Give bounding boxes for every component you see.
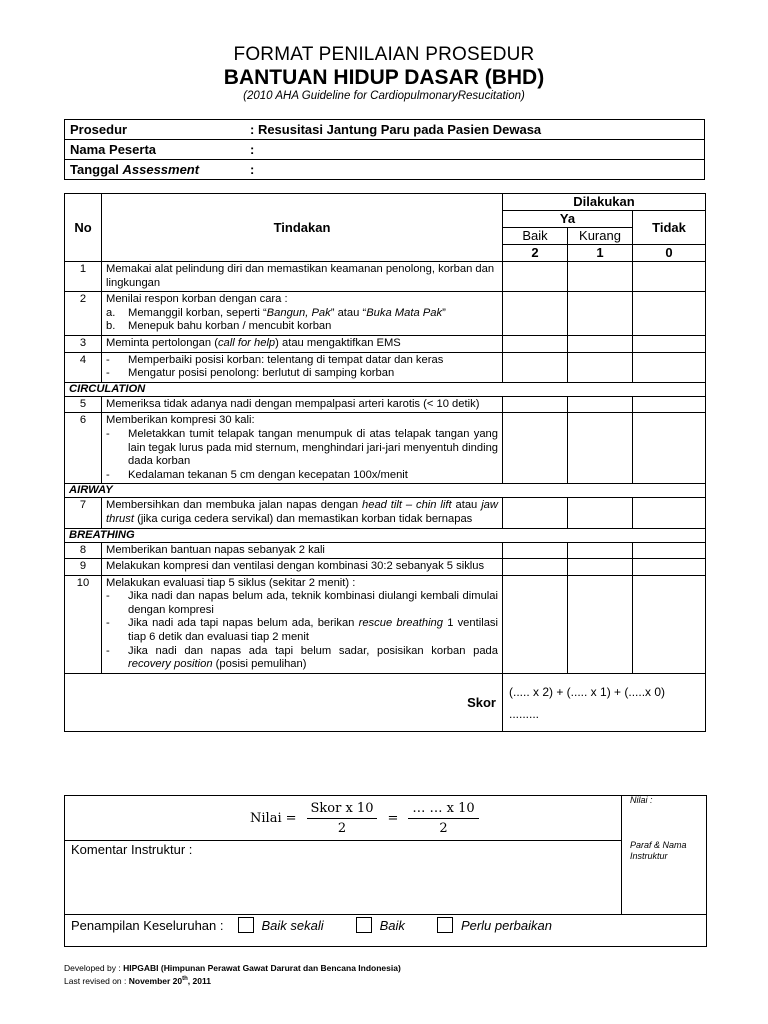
- skor-label: Skor: [65, 673, 503, 731]
- score-cell-tidak[interactable]: [633, 559, 706, 576]
- list-item: Mengatur posisi penolong: berlutut di samping korban: [128, 367, 395, 380]
- row-action: [102, 352, 503, 382]
- info-row-tanggal: [65, 160, 705, 180]
- col-header-tidak: Tidak: [633, 211, 706, 245]
- list-marker: a.: [106, 306, 116, 319]
- row-action: Melakukan kompresi dan ventilasi dengan kombinasi 30:2 sebanyak 5 siklus: [102, 559, 503, 576]
- info-table: [64, 119, 705, 180]
- score-cell-kurang[interactable]: [568, 396, 633, 413]
- score-cell-kurang[interactable]: [568, 498, 633, 528]
- list-item: [128, 617, 498, 644]
- nilai-formula: [250, 799, 485, 837]
- footer: [64, 963, 401, 987]
- list-marker: -: [106, 617, 110, 630]
- table-row: [65, 498, 706, 528]
- col-header-tindakan: Tindakan: [102, 194, 503, 262]
- table-row: [65, 352, 706, 382]
- score-cell-baik[interactable]: [503, 292, 568, 336]
- score-cell-tidak[interactable]: [633, 575, 706, 673]
- row-action: Memeriksa tidak adanya nadi dengan mempalpasi arteri karotis (< 10 detik): [102, 396, 503, 413]
- row-number: 3: [65, 335, 102, 352]
- section-row: [65, 382, 706, 396]
- divider: [65, 840, 621, 841]
- text: 1 ventilasi tiap 6 detik dan evaluasi tiap 2 menit: [128, 617, 499, 644]
- page-subtitle: (2010 AHA Guideline for CardiopulmonaryResucitation): [243, 90, 525, 102]
- section-heading-airway: AIRWAY: [65, 484, 706, 498]
- score-cell-kurang[interactable]: [568, 335, 633, 352]
- row-action: [102, 575, 503, 673]
- info-value[interactable]: :: [245, 140, 705, 160]
- info-row-prosedur: [65, 120, 705, 140]
- fraction: [408, 801, 478, 836]
- row-number: 6: [65, 413, 102, 484]
- page-heading: BANTUAN HIDUP DASAR (BHD): [223, 66, 545, 89]
- row-number: 2: [65, 292, 102, 336]
- footer-label: Developed by :: [64, 963, 124, 973]
- row-number: 7: [65, 498, 102, 528]
- paraf-label: Paraf & Nama Instruktur: [630, 840, 687, 861]
- col-header-baik: Baik: [503, 228, 568, 245]
- info-value: : Resusitasi Jantung Paru pada Pasien Dewasa: [245, 120, 705, 140]
- row-action: [102, 413, 503, 484]
- italic-text: call for help: [217, 336, 276, 349]
- info-label: [65, 160, 246, 180]
- equals-sign: =: [285, 810, 297, 826]
- score-row: [65, 673, 706, 731]
- text: th: [182, 976, 188, 982]
- list-marker: -: [106, 468, 110, 481]
- score-cell-baik[interactable]: [503, 396, 568, 413]
- score-cell-tidak[interactable]: [633, 352, 706, 382]
- row-action-intro: Melakukan evaluasi tiap 5 siklus (sekitar 2 menit) :: [106, 576, 356, 589]
- list-item: Kedalaman tekanan 5 cm dengan kecepatan 100x/menit: [128, 468, 408, 481]
- nilai-label: Nilai: [250, 810, 282, 826]
- evaluation-box: [64, 795, 707, 947]
- text: (jika curiga cedera servikal) dan memastikan korban tidak bernapas: [133, 512, 473, 525]
- text: Memanggil korban, seperti “: [128, 306, 267, 319]
- score-cell-tidak[interactable]: [633, 498, 706, 528]
- score-cell-baik[interactable]: [503, 262, 568, 292]
- option-label: Baik sekali: [261, 917, 324, 933]
- score-cell-baik[interactable]: [503, 575, 568, 673]
- italic-text: recovery position: [128, 658, 213, 671]
- row-action: [102, 292, 503, 336]
- footer-value: HIPGABI (Himpunan Perawat Gawat Darurat dan Bencana Indonesia): [123, 963, 401, 973]
- list-marker: -: [106, 590, 110, 603]
- score-cell-kurang[interactable]: [568, 352, 633, 382]
- text: Meminta pertolongan (: [106, 336, 218, 349]
- score-cell-tidak[interactable]: [633, 292, 706, 336]
- text: ”: [442, 306, 446, 319]
- list-item: [128, 307, 498, 321]
- fraction-denominator: 2: [337, 820, 347, 836]
- score-cell-kurang[interactable]: [568, 292, 633, 336]
- divider: [65, 914, 706, 915]
- score-cell-tidak[interactable]: [633, 542, 706, 559]
- footer-revised: [64, 974, 401, 987]
- table-row: [65, 542, 706, 559]
- row-action: Memakai alat pelindung diri dan memastikan keamanan penolong, korban dan lingkungan: [102, 262, 503, 292]
- col-header-kurang: Kurang: [568, 228, 633, 245]
- list-item: Menepuk bahu korban / mencubit korban: [128, 320, 332, 333]
- nilai-field-label: Nilai :: [630, 795, 653, 805]
- page-title: FORMAT PENILAIAN PROSEDUR: [233, 44, 535, 65]
- skor-dots: .........: [509, 706, 540, 721]
- fraction-numerator: Skor x 10: [307, 801, 378, 819]
- score-cell-baik[interactable]: [503, 559, 568, 576]
- score-cell-tidak[interactable]: [633, 335, 706, 352]
- row-action-intro: Menilai respon korban dengan cara :: [106, 293, 288, 306]
- row-action: [102, 335, 503, 352]
- text: atau: [451, 499, 482, 512]
- info-label-italic: Assessment: [122, 162, 200, 177]
- info-label: Prosedur: [65, 120, 246, 140]
- score-cell-kurang[interactable]: [568, 262, 633, 292]
- score-cell-kurang[interactable]: [568, 542, 633, 559]
- score-cell-baik[interactable]: [503, 498, 568, 528]
- list-marker: b.: [106, 320, 116, 333]
- info-row-nama-peserta: [65, 140, 705, 160]
- option-label: Perlu perbaikan: [460, 917, 552, 933]
- section-heading-circulation: CIRCULATION: [65, 382, 706, 396]
- table-row: [65, 335, 706, 352]
- checkbox-baik-sekali[interactable]: [238, 917, 254, 933]
- table-row: [65, 413, 706, 484]
- row-number: 8: [65, 542, 102, 559]
- divider: [621, 796, 622, 914]
- row-number: 1: [65, 262, 102, 292]
- list-marker: -: [106, 367, 110, 380]
- footer-value: [129, 976, 211, 986]
- col-header-dilakukan: Dilakukan: [503, 194, 706, 211]
- footer-label: Last revised on :: [64, 975, 129, 986]
- score-cell-baik[interactable]: [503, 335, 568, 352]
- row-number: 4: [65, 352, 102, 382]
- text: November 20: [128, 975, 183, 986]
- checkbox-perlu-perbaikan[interactable]: [437, 917, 453, 933]
- checkbox-baik[interactable]: [356, 917, 372, 933]
- list-item: Jika nadi dan napas belum ada, teknik kombinasi diulangi kembali dimulai dengan kompresi: [128, 590, 498, 616]
- list-marker: -: [106, 644, 110, 657]
- row-action: Memberikan bantuan napas sebanyak 2 kali: [102, 542, 503, 559]
- score-cell-tidak[interactable]: [633, 262, 706, 292]
- text: ) atau mengaktifkan EMS: [275, 336, 401, 349]
- text: ” atau “: [330, 306, 367, 319]
- score-header-baik: 2: [503, 245, 568, 262]
- table-row: [65, 396, 706, 413]
- row-number: 10: [65, 575, 102, 673]
- italic-text: rescue breathing: [358, 617, 444, 630]
- col-header-ya: Ya: [503, 211, 633, 228]
- score-header-tidak: 0: [633, 245, 706, 262]
- text: Jika nadi ada tapi napas belum ada, berikan: [128, 617, 359, 630]
- row-number: 9: [65, 559, 102, 576]
- fraction-numerator: … … x 10: [408, 801, 478, 819]
- score-cell-tidak[interactable]: [633, 413, 706, 484]
- footer-developed: [64, 963, 401, 974]
- assessment-table: [64, 193, 706, 732]
- penampilan-row: [71, 917, 570, 933]
- fraction: [307, 801, 378, 836]
- italic-text: Buka Mata Pak: [366, 306, 443, 319]
- table-row: [65, 575, 706, 673]
- info-value[interactable]: :: [245, 160, 705, 180]
- table-row: [65, 262, 706, 292]
- col-header-no: No: [65, 194, 102, 262]
- fraction-denominator: 2: [439, 820, 448, 836]
- list-item: [128, 645, 498, 672]
- section-row: [65, 528, 706, 542]
- score-cell-kurang[interactable]: [568, 559, 633, 576]
- row-action-intro: Memberikan kompresi 30 kali:: [106, 414, 255, 427]
- info-label-plain: Tanggal: [70, 162, 123, 177]
- table-row: [65, 292, 706, 336]
- row-action: [102, 498, 503, 528]
- list-item: Memperbaiki posisi korban: telentang di tempat datar dan keras: [128, 353, 444, 366]
- score-cell-baik[interactable]: [503, 542, 568, 559]
- italic-text: Bangun, Pak: [266, 306, 331, 319]
- text: Membersihkan dan membuka jalan napas dengan: [106, 499, 362, 512]
- skor-formula-cell[interactable]: [503, 673, 706, 731]
- text: (posisi pemulihan): [212, 658, 307, 671]
- score-cell-baik[interactable]: [503, 413, 568, 484]
- penampilan-label: Penampilan Keseluruhan :: [71, 917, 224, 933]
- score-cell-tidak[interactable]: [633, 396, 706, 413]
- score-header-kurang: 1: [568, 245, 633, 262]
- list-item: Meletakkan tumit telapak tangan menumpuk di atas telapak tangan yang lain tegak lurus pada mid sternum, menghindari jari-jari menyentuh dinding dada korban: [128, 427, 499, 468]
- text: Jika nadi dan napas ada tapi belum sadar, posisikan korban pada: [128, 644, 498, 657]
- score-cell-kurang[interactable]: [568, 575, 633, 673]
- score-cell-baik[interactable]: [503, 352, 568, 382]
- italic-text: head tilt – chin lift: [362, 499, 452, 512]
- komentar-label: Komentar Instruktur :: [71, 842, 193, 857]
- row-number: 5: [65, 396, 102, 413]
- list-marker: -: [106, 427, 110, 440]
- section-heading-breathing: BREATHING: [65, 528, 706, 542]
- skor-formula: (..... x 2) + (..... x 1) + (.....x 0): [509, 684, 666, 699]
- equals-sign: =: [387, 810, 399, 826]
- option-label: Baik: [379, 917, 405, 933]
- italic-text: jaw thrust: [106, 499, 498, 525]
- text: , 2011: [187, 975, 211, 986]
- table-row: [65, 559, 706, 576]
- list-marker: -: [106, 353, 110, 366]
- score-cell-kurang[interactable]: [568, 413, 633, 484]
- info-label: Nama Peserta: [65, 140, 246, 160]
- section-row: [65, 484, 706, 498]
